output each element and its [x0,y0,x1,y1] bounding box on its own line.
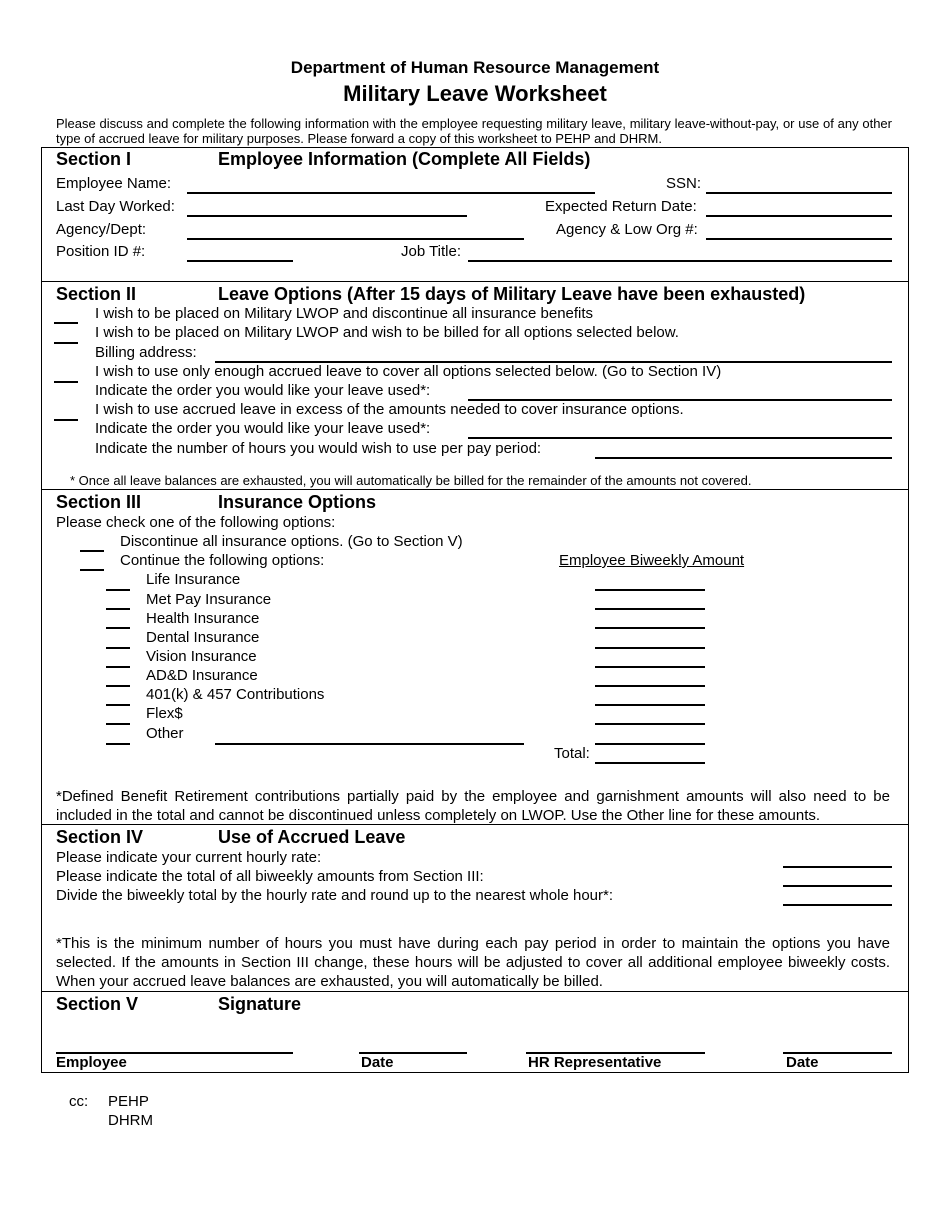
agency-dept-label: Agency/Dept: [56,221,147,238]
employee-signature-label: Employee [56,1054,127,1071]
section3-label: Section III [56,492,142,512]
other-amount-field[interactable] [595,743,705,745]
section-divider [41,281,909,282]
section2-note: * Once all leave balances are exhausted, you will automatically be billed for the remainder of the amounts not covered. [70,473,752,488]
department-heading: Department of Human Resource Management [290,58,660,77]
leave-order1-label: Indicate the order you would like your leave used*: [95,382,431,399]
ssn-field[interactable] [706,192,892,194]
last-day-worked-field[interactable] [187,215,467,217]
ssn-label: SSN: [666,175,702,192]
flex-label: Flex$ [146,705,183,722]
section1-label: Section I [56,149,132,169]
discontinue-checkbox[interactable] [80,550,104,552]
page-title: Military Leave Worksheet [343,81,607,106]
biweekly-total-field[interactable] [783,885,892,887]
flex-checkbox[interactable] [106,723,130,725]
continue-label: Continue the following options: [120,552,325,569]
cc-pehp: PEHP [108,1093,149,1110]
retirement-contributions-label: 401(k) & 457 Contributions [146,686,325,703]
cc-dhrm: DHRM [108,1112,153,1129]
expected-return-label: Expected Return Date: [545,198,697,215]
job-title-field[interactable] [468,260,892,262]
billing-address-label: Billing address: [95,344,197,361]
vision-insurance-amount-field[interactable] [595,666,705,668]
leave-option4-checkbox[interactable] [54,419,78,421]
section3-note: *Defined Benefit Retirement contributions partially paid by the employee and garnishment amounts will also need to be included in the total and cannot be discontinued unless completely on LWOP. Use the Other line for these amounts. [56,788,890,824]
dental-insurance-checkbox[interactable] [106,647,130,649]
agency-dept-field[interactable] [187,238,524,240]
job-title-label: Job Title: [401,243,462,260]
section2-label: Section II [56,284,137,304]
agency-low-org-field[interactable] [706,238,892,240]
last-day-worked-label: Last Day Worked: [56,198,175,215]
section5-title: Signature [218,994,302,1014]
hourly-rate-field[interactable] [783,866,892,868]
add-insurance-amount-field[interactable] [595,685,705,687]
total-amount-field[interactable] [595,762,705,764]
health-insurance-amount-field[interactable] [595,627,705,629]
position-id-label: Position ID #: [56,243,146,260]
employee-date-label: Date [361,1054,394,1071]
hours-per-period-label: Indicate the number of hours you would wish to use per pay period: [95,440,542,457]
continue-checkbox[interactable] [80,569,104,571]
met-pay-insurance-amount-field[interactable] [595,608,705,610]
met-pay-insurance-label: Met Pay Insurance [146,591,272,608]
life-insurance-amount-field[interactable] [595,589,705,591]
section5-label: Section V [56,994,139,1014]
leave-option3-checkbox[interactable] [54,381,78,383]
met-pay-insurance-checkbox[interactable] [106,608,130,610]
section1-title: Employee Information (Complete All Fields) [218,149,591,169]
cc-label: cc: [69,1093,89,1110]
add-insurance-label: AD&D Insurance [146,667,258,684]
leave-order2-field[interactable] [468,437,892,439]
health-insurance-label: Health Insurance [146,610,260,627]
employee-name-label: Employee Name: [56,175,172,192]
section4-label: Section IV [56,827,144,847]
leave-order2-label: Indicate the order you would like your leave used*: [95,420,431,437]
section3-instruction: Please check one of the following options: [56,514,336,531]
flex-amount-field[interactable] [595,723,705,725]
health-insurance-checkbox[interactable] [106,627,130,629]
add-insurance-checkbox[interactable] [106,685,130,687]
retirement-contributions-checkbox[interactable] [106,704,130,706]
agency-low-org-label: Agency & Low Org #: [556,221,698,238]
retirement-contributions-amount-field[interactable] [595,704,705,706]
leave-option1-checkbox[interactable] [54,322,78,324]
hours-result-label: Divide the biweekly total by the hourly rate and round up to the nearest whole hour*: [56,887,614,904]
total-label: Total: [554,745,590,762]
section-divider [41,824,909,825]
section4-note: *This is the minimum number of hours you must have during each pay period in order to maintain the options you have selected. If the amounts in Section III change, these hours will be adjusted to cover all additional employee biweekly costs. When your accrued leave balances are exhausted, you will automatically be billed. [56,935,890,990]
section3-title: Insurance Options [218,492,377,512]
leave-option4-label: I wish to use accrued leave in excess of the amounts needed to cover insurance options. [95,401,684,418]
leave-option2-label: I wish to be placed on Military LWOP and wish to be billed for all options selected below. [95,324,679,341]
section-divider [41,489,909,490]
leave-option3-label: I wish to use only enough accrued leave to cover all options selected below. (Go to Section IV) [95,363,722,380]
dental-insurance-amount-field[interactable] [595,647,705,649]
life-insurance-label: Life Insurance [146,571,241,588]
leave-option1-label: I wish to be placed on Military LWOP and discontinue all insurance benefits [95,305,594,322]
vision-insurance-label: Vision Insurance [146,648,257,665]
section4-title: Use of Accrued Leave [218,827,406,847]
hr-signature-label: HR Representative [528,1054,662,1071]
vision-insurance-checkbox[interactable] [106,666,130,668]
leave-option2-checkbox[interactable] [54,342,78,344]
hourly-rate-label: Please indicate your current hourly rate: [56,849,322,866]
amount-column-header: Employee Biweekly Amount [559,552,745,569]
section2-title: Leave Options (After 15 days of Military Leave have been exhausted) [218,284,806,304]
position-id-field[interactable] [187,260,293,262]
section-divider [41,991,909,992]
intro-text: Please discuss and complete the following information with the employee requesting military leave, military leave-without-pay, or use of any other type of accrued leave for military purposes. Please forward a copy of this worksheet to PEHP and DHRM. [56,116,892,146]
hours-per-period-field[interactable] [595,457,892,459]
other-description-field[interactable] [215,743,524,745]
biweekly-total-label: Please indicate the total of all biweekly amounts from Section III: [56,868,484,885]
dental-insurance-label: Dental Insurance [146,629,260,646]
hours-result-field[interactable] [783,904,892,906]
other-checkbox[interactable] [106,743,130,745]
life-insurance-checkbox[interactable] [106,589,130,591]
hr-date-label: Date [786,1054,819,1071]
employee-name-field[interactable] [187,192,595,194]
other-label: Other [146,725,184,742]
discontinue-label: Discontinue all insurance options. (Go to Section V) [120,533,463,550]
expected-return-field[interactable] [706,215,892,217]
